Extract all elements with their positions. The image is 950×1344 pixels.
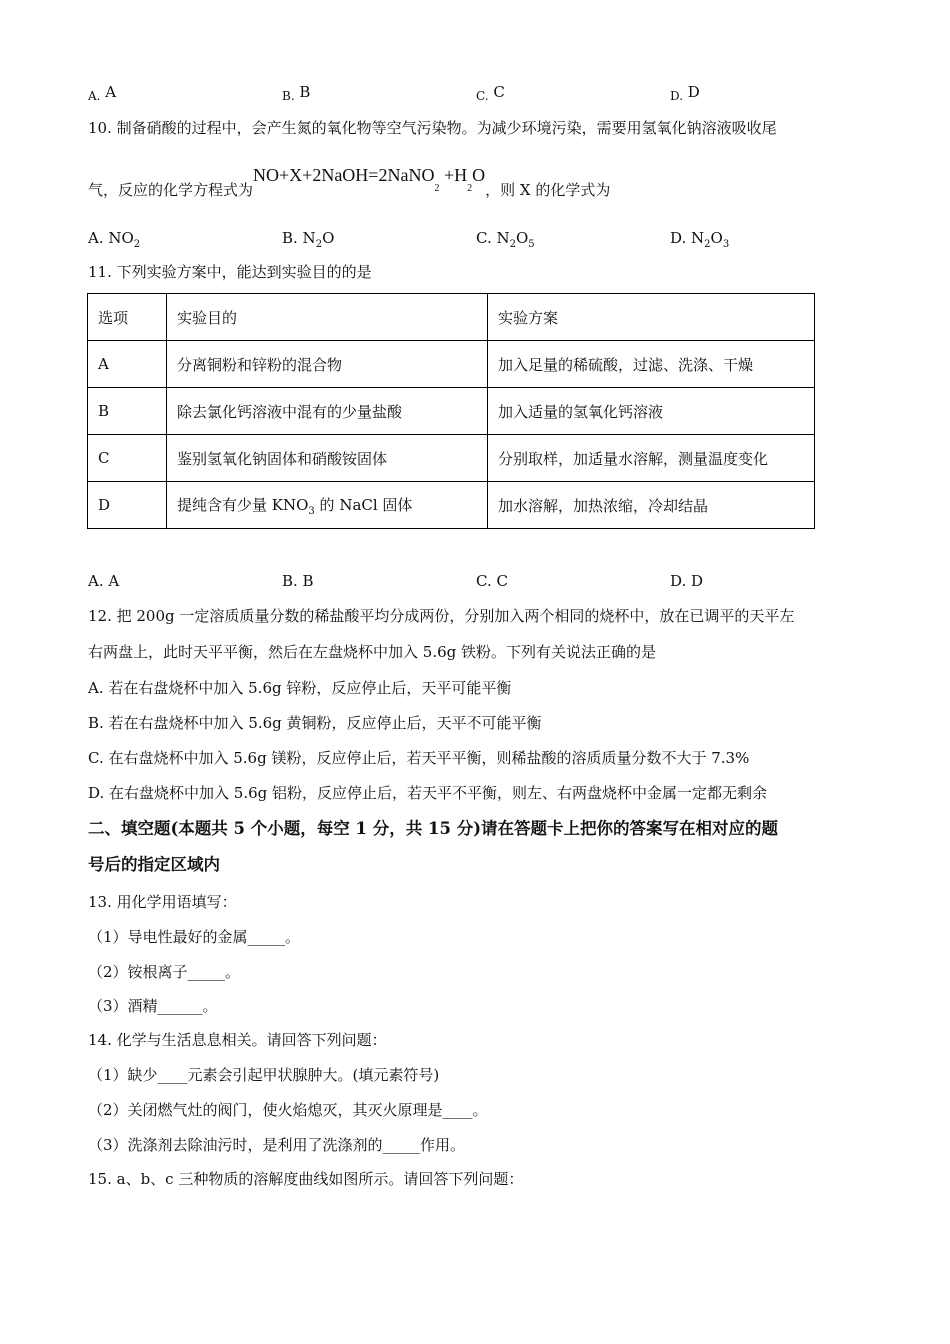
table-header-row [88,294,815,341]
q9-option-c: $_{C.}$ C [476,83,505,103]
table-cell: 加入适量的氢氧化钙溶液 [488,388,815,435]
table-cell: C [88,435,167,482]
table-row [88,435,815,482]
q13-item-1: （1）导电性最好的金属_____。 [88,928,301,946]
q13-item-2: （2）铵根离子_____。 [88,963,241,981]
chemical-equation: NO+X+2NaOH=2NaNO$_2$ $+H_2O$ [253,165,486,194]
table-header-cell: 选项 [88,294,167,341]
q12-stem-line2: 右两盘上，此时天平平衡，然后在左盘烧杯中加入 5.6g 铁粉。下列有关说法正确的是 [88,643,656,661]
section-heading-line2: 号后的指定区域内 [88,855,220,874]
section-heading-line1: 二、填空题(本题共 5 个小题，每空 1 分，共 15 分)请在答题卡上把你的答案写在相对应的题 [88,819,779,838]
q14-item-1: （1）缺少____元素会引起甲状腺肿大。(填元素符号) [88,1066,440,1084]
q11-stem: 11. 下列实验方案中，能达到实验目的的是 [88,263,372,281]
q14-stem: 14. 化学与生活息息相关。请回答下列问题： [88,1031,387,1049]
q10-options [88,228,868,248]
q10-option-c: C. $N_2O_5$ [476,229,535,250]
q15-stem: 15. a、b、c 三种物质的溶解度曲线如图所示。请回答下列问题： [88,1170,524,1188]
q14-item-3: （3）洗涤剂去除油污时，是利用了洗涤剂的_____作用。 [88,1136,466,1154]
experiment-table [87,293,815,529]
q10-stem-line2: 气，反应的化学方程式为NO+X+2NaOH=2NaNO$_2$ $+H_2O$，则 X 的化学式为 [88,165,611,199]
q12-option-c: C. 在右盘烧杯中加入 5.6g 镁粉，反应停止后，若天平平衡，则稀盐酸的溶质质量分数不大于 7.3% [88,749,750,767]
q10-option-b: B. $N_2O$ [282,229,335,250]
q10-stem-line1: 10. 制备硝酸的过程中，会产生氮的氧化物等空气污染物。为减少环境污染，需要用氢氧化钠溶液吸收尾 [88,119,777,137]
table-header-cell: 实验目的 [167,294,488,341]
q10-option-d: D. $N_2O_3$ [670,229,730,250]
table-cell: 分离铜粉和锌粉的混合物 [167,341,488,388]
q10-option-a: A. $NO_2$ [88,229,141,250]
q14-item-2: （2）关闭燃气灶的阀门，使火焰熄灭，其灭火原理是____。 [88,1101,488,1119]
q11-option-a: A. A [88,572,120,590]
q9-option-b: $_{B.}$ B [282,83,311,103]
q12-stem-line1: 12. 把 200g 一定溶质质量分数的稀盐酸平均分成两份，分别加入两个相同的烧杯中，放在已调平的天平左 [88,607,795,625]
table-cell: 加入足量的稀硫酸，过滤、洗涤、干燥 [488,341,815,388]
q12-option-b: B. 若在右盘烧杯中加入 5.6g 黄铜粉，反应停止后，天平不可能平衡 [88,714,542,732]
table-cell: A [88,341,167,388]
table-cell: 加水溶解，加热浓缩，冷却结晶 [488,482,815,529]
table-row [88,482,815,529]
q11-option-b: B. B [282,572,314,590]
q9-option-a: $_{A.}$ A [88,83,117,103]
q13-item-3: （3）酒精______。 [88,997,218,1015]
table-cell: 提纯含有少量 $KNO_3$ 的 NaCl 固体 [167,482,488,529]
q11-option-d: D. D [670,572,704,590]
table-cell: 分别取样，加适量水溶解，测量温度变化 [488,435,815,482]
q11-option-c: C. C [476,572,508,590]
q13-stem: 13. 用化学用语填写： [88,893,237,911]
q11-options [88,571,868,591]
q12-option-a: A. 若在右盘烧杯中加入 5.6g 锌粉，反应停止后，天平可能平衡 [88,679,512,697]
table-row [88,341,815,388]
q12-option-d: D. 在右盘烧杯中加入 5.6g 铝粉，反应停止后，若天平不平衡，则左、右两盘烧杯中金属一定都无剩余 [88,784,768,802]
table-row [88,388,815,435]
q9-option-d: $_{D.}$ D [670,83,700,103]
table-cell: D [88,482,167,529]
table-cell: B [88,388,167,435]
q9-options [88,82,868,102]
table-header-cell: 实验方案 [488,294,815,341]
table-cell: 除去氯化钙溶液中混有的少量盐酸 [167,388,488,435]
table-cell: 鉴别氢氧化钠固体和硝酸铵固体 [167,435,488,482]
